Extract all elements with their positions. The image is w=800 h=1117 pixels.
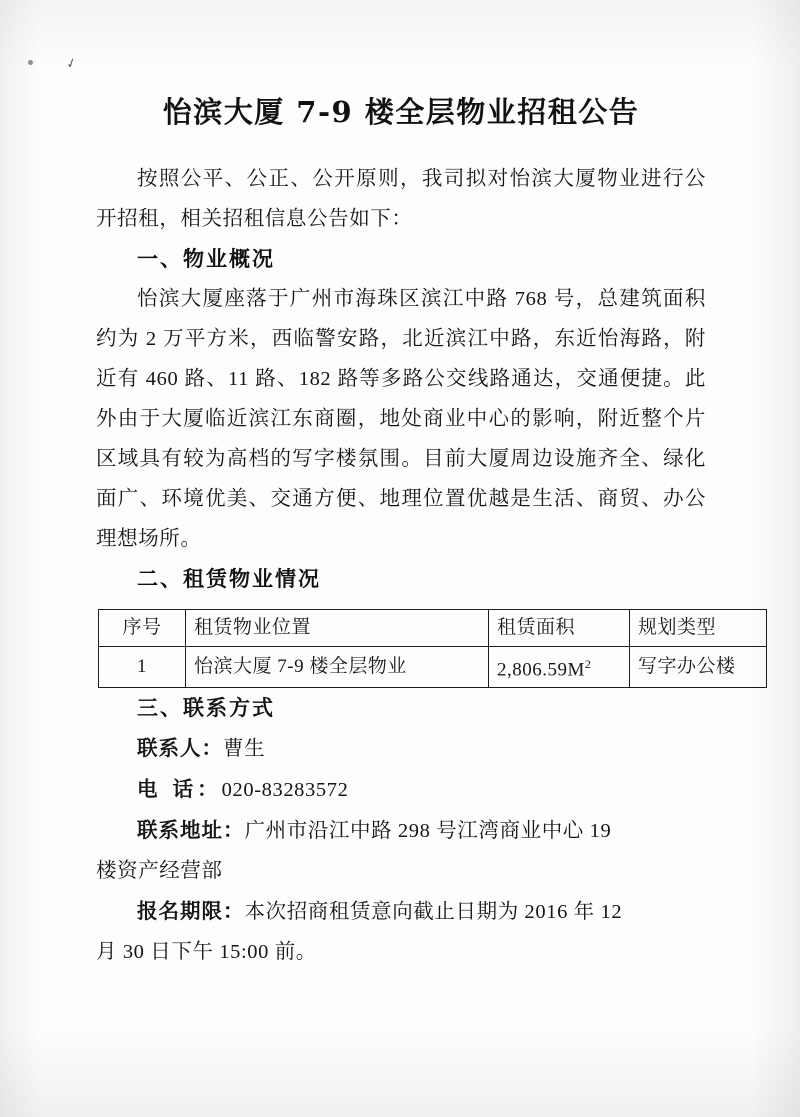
section-heading-contact: 三、联系方式 [137,695,275,721]
cell-location: 怡滨大厦 7-9 楼全层物业 [186,647,489,688]
cell-type: 写字办公楼 [630,647,767,688]
section-heading-lease: 二、租赁物业情况 [137,566,321,591]
column-header-no: 序号 [99,610,186,647]
stray-ink-dot-icon [28,60,33,65]
section-body-overview: 怡滨大厦座落于广州市海珠区滨江中路 768 号，总建筑面积约为 2 万平方米，西临警安路，北近滨江中路，东近怡海路，附近有 460 路、11 路、182 路等多路公交线路通达，交通便捷。此外由于大厦临近滨江东商圈，地处商业中心的影响，附近整个片区域具有较为高档的写字楼氛围。目前大厦周边设施齐全、绿化面广、环境优美、交通方便、地理位置优越是生活、商贸、办公理想场所。 [96,288,706,550]
cell-no: 1 [99,647,186,688]
cell-area-value: 2,806.59M [497,659,585,681]
column-header-type: 规划类型 [630,610,767,647]
table-header-row [99,610,767,647]
contact-address-line [96,810,706,851]
column-header-area: 租赁面积 [489,610,630,647]
contact-person-value: 曹生 [223,738,266,761]
deadline-value: 本次招商租赁意向截止日期为 2016 年 12 [244,901,623,924]
table-row [99,647,767,688]
cell-area [489,647,630,688]
deadline-line-cont: 月 30 日下午 15:00 前。 [96,941,317,964]
page-title: 怡滨大厦 7-9 楼全层物业招租公告 [162,95,640,129]
document-content [63,38,736,972]
stray-pen-mark-icon: ✓ [63,54,79,72]
contact-address-value: 广州市沿江中路 298 号江湾商业中心 19 [244,820,612,843]
intro-paragraph: 按照公平、公正、公开原则，我司拟对怡滨大厦物业进行公开招租，相关招租信息公告如下： [96,168,706,230]
table-header [99,610,767,647]
section-heading-overview: 一、物业概况 [137,246,275,271]
contact-person-line [96,728,706,769]
contact-phone-label: 电 话： [137,777,222,802]
contact-phone-line [96,769,706,810]
spacer [96,131,706,159]
contact-person-label: 联系人： [137,736,223,761]
table-body [99,647,767,688]
cell-area-unit: 2 [584,657,592,671]
column-header-location: 租赁物业位置 [186,610,489,647]
lease-table [98,609,767,688]
contact-phone-value: 020-83283572 [221,779,349,802]
contact-address-label: 联系地址： [137,818,245,843]
deadline-label: 报名期限： [137,899,245,924]
contact-address-line-cont: 楼资产经营部 [96,860,223,883]
deadline-line [96,891,706,932]
